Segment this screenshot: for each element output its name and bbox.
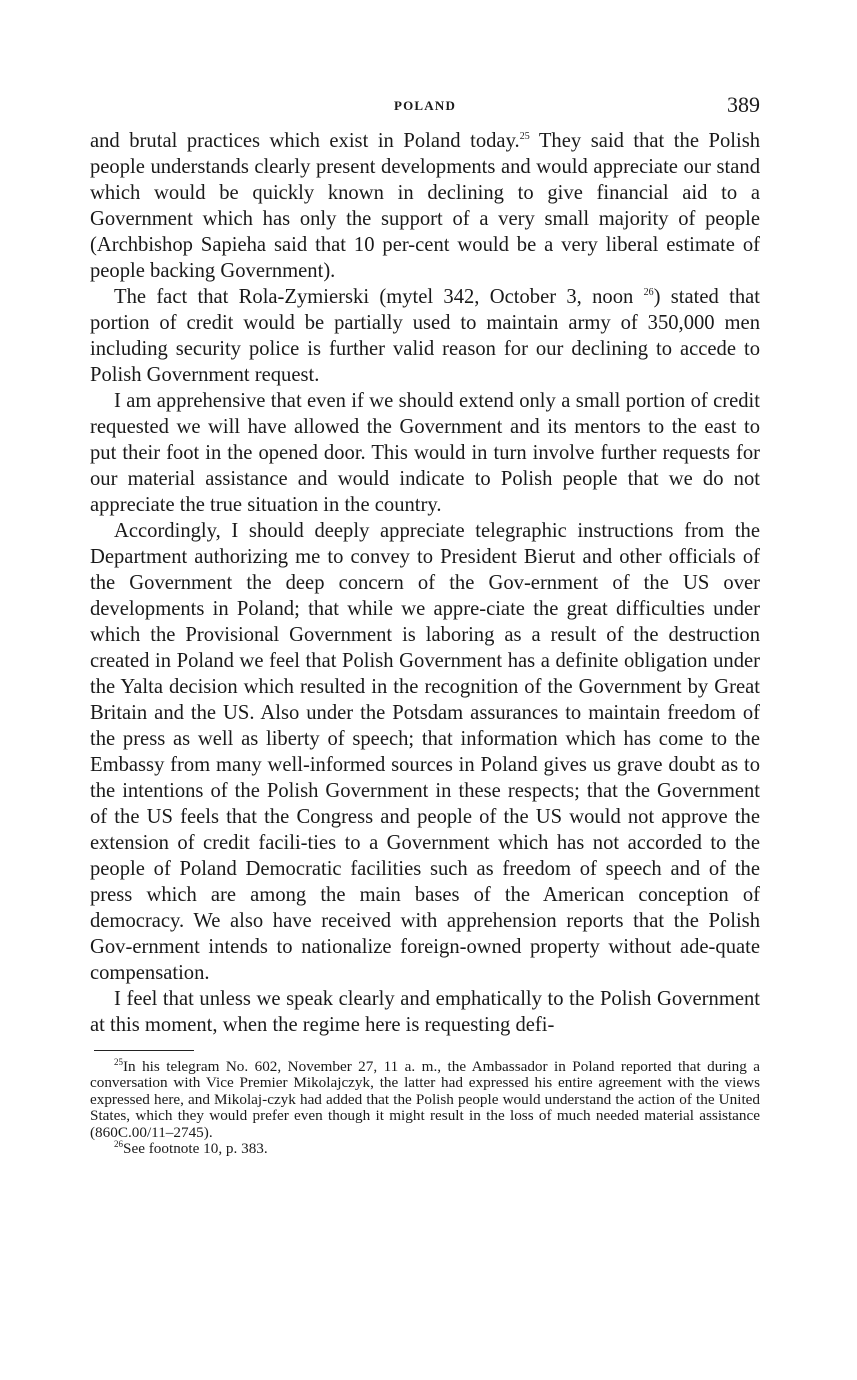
document-page	[90, 92, 760, 1157]
paragraph-2-rest: ) stated that portion of credit would be partially used to maintain army of 350,000 men including security police is further valid reason for our declining to accede to Polish Government request.	[90, 286, 760, 386]
footnotes	[90, 1056, 760, 1158]
body-text	[90, 128, 760, 1038]
paragraph-2-start: The fact that Rola-Zymierski (mytel 342, October 3, noon	[114, 286, 644, 308]
running-head	[90, 92, 760, 122]
paragraph-1-start: and brutal practices which exist in Poland today.	[90, 130, 520, 152]
paragraph-5: I feel that unless we speak clearly and emphatically to the Polish Government at this moment, when the regime here is requesting defi-	[90, 988, 760, 1036]
paragraph-1	[90, 128, 760, 284]
footnote-26-text: See footnote 10, p. 383.	[123, 1140, 268, 1158]
footnote-25	[90, 1056, 760, 1141]
paragraph-3: I am apprehensive that even if we should extend only a small portion of credit requested we will have allowed the Government and its mentors to the east to put their foot in the opened door. This would in turn involve further requests for our material assistance and would indicate to Polish people that we do not appreciate the true situation in the country.	[90, 390, 760, 516]
footnote-ref-26: 26	[643, 287, 654, 299]
paragraph-1-rest: They said that the Polish people understands clearly present developments and would appreciate our stand which would be quickly known in declining to give financial aid to a Government which has only the support of a very small majority of people (Archbishop Sapieha said that 10 per-cent would be a very liberal estimate of people backing Government).	[90, 130, 761, 282]
footnote-ref-25: 25	[519, 131, 530, 143]
paragraph-2	[90, 284, 760, 388]
footnote-divider	[94, 1050, 194, 1051]
footnote-26	[90, 1138, 760, 1158]
running-title: POLAND	[393, 98, 457, 113]
page-number: 389	[727, 92, 760, 117]
footnote-25-marker: 25	[114, 1056, 123, 1067]
paragraph-4: Accordingly, I should deeply appreciate telegraphic instructions from the Department authorizing me to convey to President Bierut and other officials of the Government the deep concern of the Gov-ernment of the US over developments in Poland; that while we appre-ciate the great difficulties under which the Provisional Government is laboring as a result of the destruction created in Poland we feel that Polish Government has a definite obligation under the Yalta decision which resulted in the recognition of the Government by Great Britain and the US. Also under the Potsdam assurances to maintain freedom of the press as well as liberty of speech; that information which has come to the Embassy from many well-informed sources in Poland gives us grave doubt as to the intentions of the Polish Government in these respects; that the Government of the US feels that the Congress and people of the US would not approve the extension of credit facili-ties to a Government which has not accorded to the people of Poland Democratic facilities such as freedom of speech and of the press which are among the main bases of the American conception of democracy. We also have received with apprehension reports that the Polish Gov-ernment intends to nationalize foreign-owned property without ade-quate compensation.	[90, 520, 760, 984]
footnote-25-text: In his telegram No. 602, November 27, 11 a. m., the Ambassador in Poland reported that during a conversation with Vice Premier Mikolajczyk, the latter had expressed his entire agreement with the views expressed here, and Mikolaj-czyk had added that the Polish people would understand the action of the United States, which they would prefer even though it might result in the loss of much needed material assistance (860C.00/11–2745).	[90, 1058, 760, 1141]
footnote-26-marker: 26	[114, 1138, 123, 1149]
